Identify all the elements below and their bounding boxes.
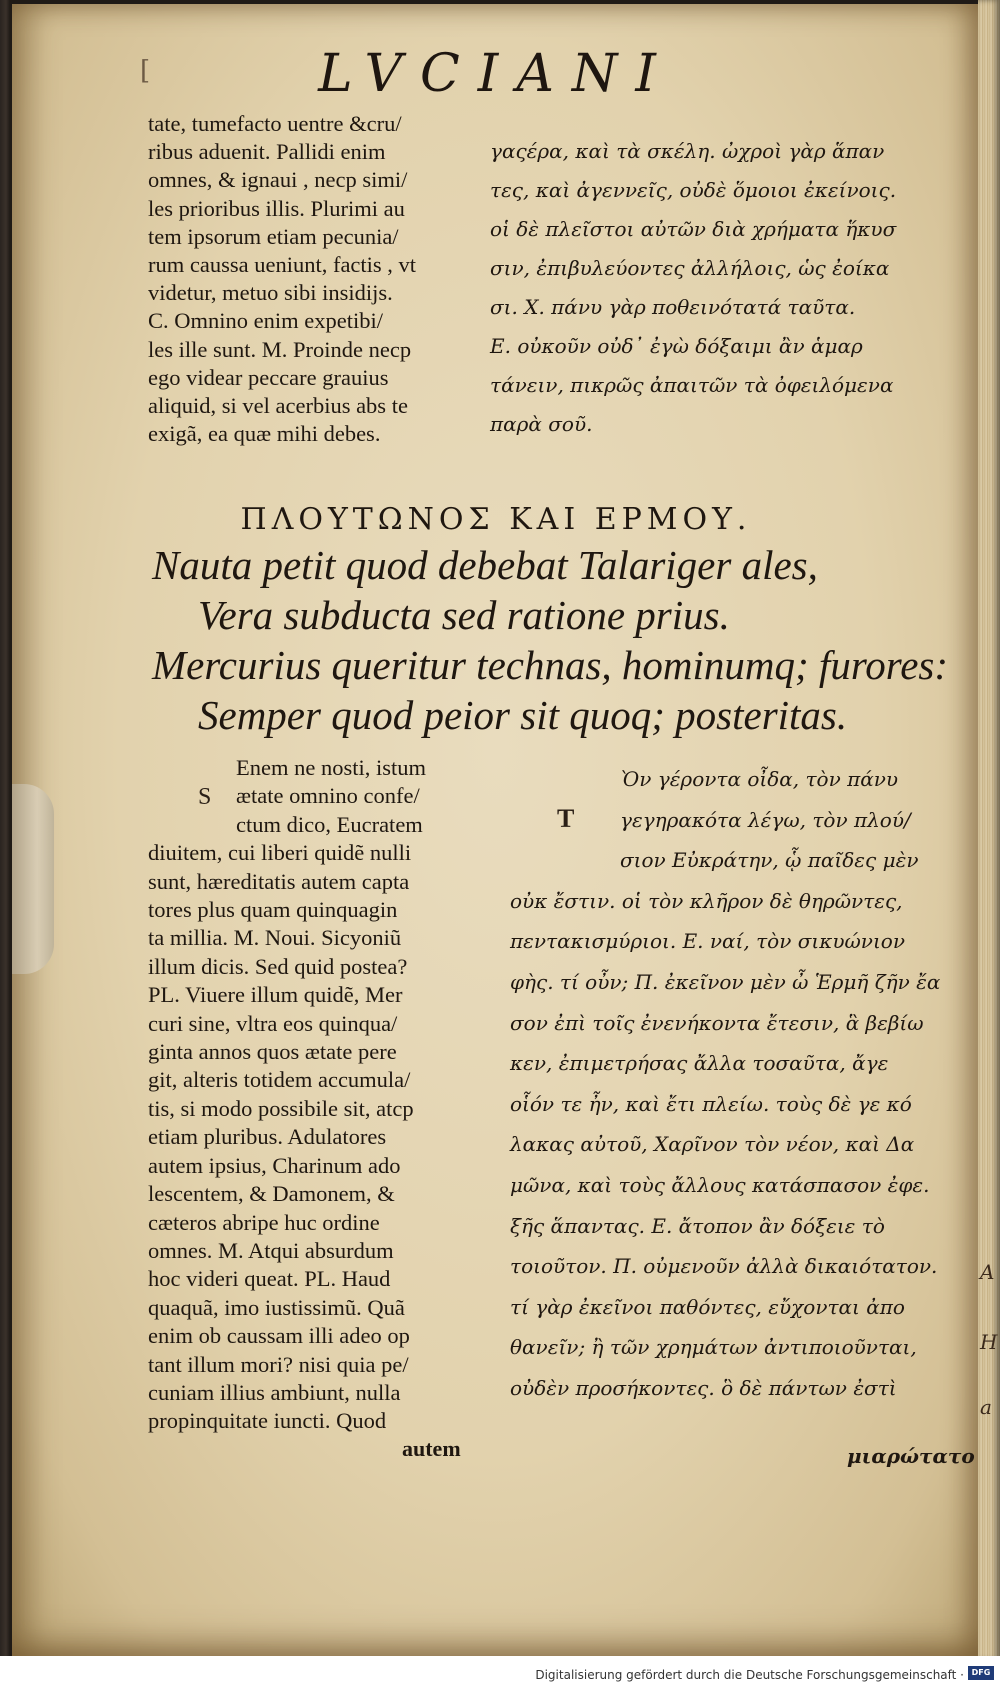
greek-line: ξῆς ἅπαντας. Ε. ἄτοπον ἂν δόξειε τὸ [510,1213,885,1238]
latin-line: tant illum mori? nisi quia pe/ [148,1351,409,1377]
book-page [12,4,980,1656]
greek-line: τοιοῦτον. Π. οὐμενοῦν ἀλλὰ δικαιότατον. [510,1254,938,1279]
greek-line: γαςέρα, καὶ τὰ σκέλη. ὠχροὶ γὰρ ἅπαν [490,139,885,163]
greek-line: κεν, ἐπιμετρήσας ἄλλα τοσαῦτα, ἄγε [510,1051,889,1076]
latin-line: rum caussa ueniunt, factis , vt [148,252,417,278]
dialog-title: ΠΛΟΥΤΩΝΟΣ ΚΑΙ ΕΡΜΟΥ. [240,502,752,537]
greek-line: παρὰ σοῦ. [490,412,593,436]
digitization-credit-bar [0,1656,1000,1691]
edge-letter: a [980,1395,992,1419]
latin-line: illum dicis. Sed quid postea? [148,953,408,979]
latin-line: hoc videri queat. PL. Haud [148,1266,391,1292]
greek-line: γεγηρακότα λέγω, τὸν πλού/ [620,807,911,832]
latin-line: PL. Viuere illum quidẽ, Mer [148,982,403,1008]
latin-column-2 [148,754,426,1436]
latin-line: C. Omnino enim expetibi/ [148,308,383,334]
greek-column-1 [490,132,896,444]
latin-line: ginta annos quos ætate pere [148,1039,397,1065]
latin-line: tate, tumefacto uentre &cru/ [148,111,402,136]
greek-line: τάνειν, πικρῶς ἀπαιτῶν τὰ ὀφειλόμενα [490,373,894,397]
latin-catchword: autem [402,1436,461,1461]
argument-verses [152,540,948,740]
latin-line: aliquid, si vel acerbius abs te [148,393,408,419]
verse-line: Nauta petit quod debebat Talariger ales, [152,542,818,588]
latin-line: cæteros abripe huc ordine [148,1209,380,1235]
greek-column-2 [510,759,940,1409]
edge-letter: H [980,1330,998,1354]
latin-line: cuniam illius ambiunt, nulla [148,1379,401,1405]
latin-line: omnes, & ignaui , necp simi/ [148,167,408,193]
latin-line: etiam pluribus. Adulatores [148,1124,387,1150]
latin-line: curi sine, vltra eos quinqua/ [148,1010,398,1036]
running-head: LVCIANI [318,44,674,104]
latin-line: ctum dico, Eucratem [236,811,423,837]
greek-line: θανεῖν; ἢ τῶν χρημάτων ἀντιποιοῦνται, [510,1335,917,1360]
greek-line: σιν, ἐπιβυλεύοντες ἀλλήλοις, ὡς ἐοίκα [490,256,890,280]
dfg-logo: DFG [968,1666,994,1680]
greek-line: σιον Εὐκράτην, ᾧ παῖδες μὲν [620,848,919,873]
latin-line: exigã, ea quæ mihi debes. [148,421,381,447]
latin-line: les ille sunt. M. Proinde necp [148,336,412,362]
latin-line: ribus aduenit. Pallidi enim [148,139,386,165]
verse-line: Mercurius queritur technas, hominumq; furores: [152,642,948,688]
greek-catchword: μιαρώτατο [847,1444,975,1468]
greek-line: λακας αὐτοῦ, Χαρῖνον τὸν νέον, καὶ Δα [510,1132,915,1157]
latin-line: omnes. M. Atqui absurdum [148,1237,394,1263]
folio-mark: [ [140,56,151,86]
latin-line: videtur, metuo sibi insidijs. [148,280,393,306]
greek-line: σον ἐπὶ τοῖς ἐνενήκοντα ἔτεσιν, ἃ βεβίω [510,1010,924,1035]
latin-line: quaquã, imo iustissimũ. Quã [148,1294,405,1320]
greek-line: οἷόν τε ἦν, καὶ ἔτι πλείω. τοὺς δὲ γε κό [510,1091,912,1116]
greek-line: τί γὰρ ἐκεῖνοι παθόντες, εὔχονται ἀπο [510,1294,905,1319]
greek-line: οὐδὲν προσήκοντες. ὃ δὲ πάντων ἐστὶ [510,1375,897,1400]
latin-line: sunt, hæreditatis autem capta [148,868,410,894]
greek-initial: Τ [557,804,575,833]
latin-line: propinquitate iuncti. Quod [148,1408,387,1434]
latin-line: les prioribus illis. Plurimi au [148,195,405,221]
latin-line: ego videar peccare grauius [148,364,389,390]
greek-line: Ε. οὐκοῦν οὐδ᾽ ἐγὼ δόξαιμι ἂν ἁμαρ [490,334,863,358]
latin-line: lescentem, & Damonem, & [148,1181,395,1207]
latin-line: ætate omnino confe/ [236,783,420,809]
edge-letter: A [980,1260,995,1284]
latin-line: Enem ne nosti, istum [236,755,426,780]
greek-line: οἱ δὲ πλεῖστοι αὐτῶν διὰ χρήματα ἥκυσ [490,217,897,241]
verse-line: Semper quod peior sit quoq; posteritas. [198,692,848,738]
greek-line: μῶνα, καὶ τοὺς ἄλλους κατάσπασον ἐφε. [510,1172,930,1197]
latin-line: autem ipsius, Charinum ado [148,1152,401,1178]
greek-line: σι. Χ. πάνυ γὰρ ποθεινότατά ταῦτα. [490,295,856,319]
greek-line: τες, καὶ ἀγεννεῖς, οὐδὲ ὅμοιοι ἐκείνοις. [490,178,897,202]
greek-line: φὴς. τί οὖν; Π. ἐκεῖνον μὲν ὦ Ἑρμῆ ζῆν ἔα [510,969,941,994]
greek-line: Ὸν γέροντα οἶδα, τὸν πάνυ [620,767,899,791]
latin-line: git, alteris totidem accumula/ [148,1067,411,1093]
latin-line: diuitem, cui liberi quidẽ nulli [148,840,412,866]
clasp-shadow [12,784,54,974]
credit-text: Digitalisierung gefördert durch die Deutsche Forschungsgemeinschaft · [535,1668,964,1682]
latin-line: enim ob caussam illi adeo op [148,1323,410,1349]
latin-column-1 [148,110,416,448]
latin-initial: S [198,784,212,810]
latin-line: tis, si modo possibile sit, atcp [148,1095,414,1121]
greek-line: οὐκ ἔστιν. οἱ τὸν κλῆρον δὲ θηρῶντες, [510,888,903,913]
verse-line: Vera subducta sed ratione prius. [198,592,730,638]
fore-edge [978,0,1000,1660]
greek-line: πεντακισμύριοι. Ε. ναί, τὸν σικυώνιον [510,929,905,954]
latin-line: tores plus quam quinquagin [148,897,398,923]
latin-line: tem ipsorum etiam pecunia/ [148,223,399,249]
latin-line: ta millia. M. Noui. Sicyoniũ [148,925,402,951]
